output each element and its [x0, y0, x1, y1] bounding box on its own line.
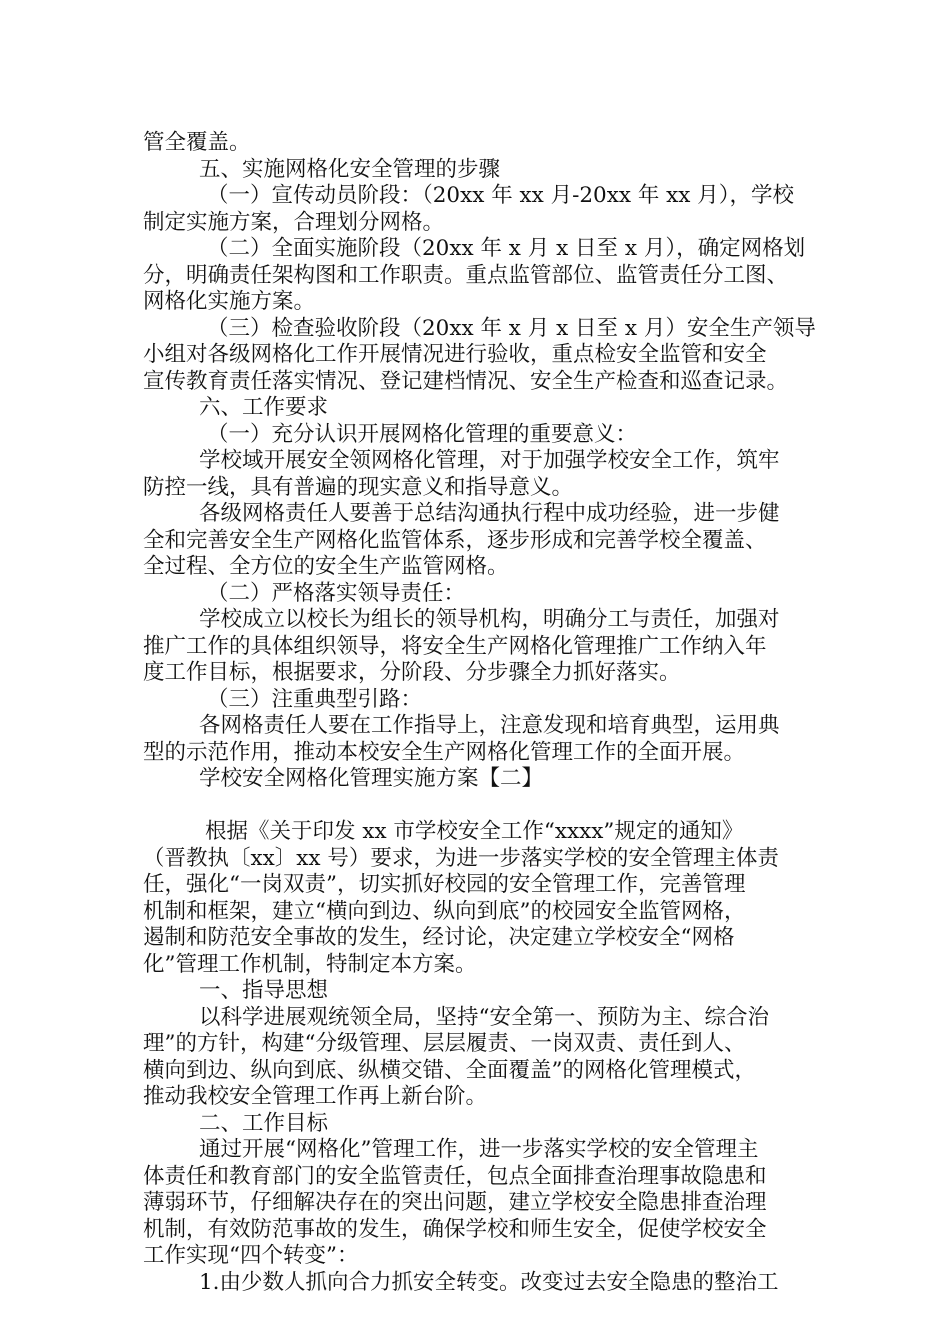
- paragraph-line: 机制和框架，建立“横向到边、纵向到底”的校园安全监管网格，: [143, 898, 746, 924]
- paragraph-line: 学校成立以校长为组长的领导机构，明确分工与责任，加强对: [199, 607, 780, 632]
- paragraph-line: 机制，有效防范事故的发生，确保学校和师生安全，促使学校安全: [143, 1216, 767, 1242]
- paragraph-line: 度工作目标，根据要求，分阶段、分步骤全力抓好落实。: [143, 660, 681, 685]
- paragraph-line: 遏制和防范安全事故的发生，经讨论，决定建立学校安全“网格: [143, 925, 735, 950]
- paragraph-line: （三）检查验收阶段（20xx 年 x 月 x 日至 x 月）安全生产领导: [207, 315, 816, 341]
- paragraph-line: 理”的方针，构建“分级管理、层层履责、一岗双责、责任到人、: [143, 1031, 746, 1056]
- paragraph-line: 全和完善安全生产网格化监管体系，逐步形成和完善学校全覆盖、: [143, 527, 767, 553]
- subsection-heading: （二）严格落实领导责任：: [207, 580, 466, 606]
- paragraph-line: 宣传教育责任落实情况、登记建档情况、安全生产检查和巡查记录。: [143, 368, 789, 394]
- paragraph-line: 以科学进展观统领全局，坚持“安全第一、预防为主、综合治: [199, 1004, 769, 1030]
- document-body: [143, 130, 815, 1296]
- paragraph-line: 全过程、全方位的安全生产监管网格。: [143, 554, 509, 579]
- paragraph-line: 任，强化“一岗双责”，切实抓好校园的安全管理工作，完善管理: [143, 872, 746, 897]
- paragraph-line: 横向到边、纵向到底、纵横交错、全面覆盖”的网格化管理模式，: [143, 1057, 756, 1083]
- paragraph-line: 1.由少数人抓向合力抓安全转变。改变过去安全隐患的整治工: [199, 1269, 779, 1295]
- section-heading: 一、指导思想: [199, 978, 329, 1003]
- paragraph-line: 体责任和教育部门的安全监管责任，包点全面排查治理事故隐患和: [143, 1163, 767, 1189]
- paragraph-line: 分，明确责任架构图和工作职责。重点监管部位、监管责任分工图、: [143, 262, 789, 288]
- paragraph-line: 化”管理工作机制，特制定本方案。: [143, 951, 477, 977]
- section-heading: 六、工作要求: [199, 395, 329, 420]
- paragraph-line: 各级网格责任人要善于总结沟通执行程中成功经验，进一步健: [199, 501, 780, 526]
- blank-line: [143, 793, 815, 820]
- paragraph-line: 制定实施方案，合理划分网格。: [143, 209, 445, 235]
- subsection-heading: （三）注重典型引路：: [207, 686, 423, 712]
- paragraph-line: （一）宣传动员阶段：（20xx 年 xx 月-20xx 年 xx 月），学校: [207, 183, 794, 208]
- paragraph-line: 网格化实施方案。: [143, 289, 316, 314]
- paragraph-line: （晋教执〔xx〕xx 号）要求，为进一步落实学校的安全管理主体责: [143, 845, 779, 871]
- paragraph-line: （二）全面实施阶段（20xx 年 x 月 x 日至 x 月），确定网格划: [207, 236, 806, 261]
- paragraph-line: 各网格责任人要在工作指导上，注意发现和培育典型，运用典: [199, 713, 780, 738]
- paragraph-line: 通过开展“网格化”管理工作，进一步落实学校的安全管理主: [199, 1137, 759, 1162]
- document-subtitle: 学校安全网格化管理实施方案【二】: [199, 766, 544, 791]
- subsection-heading: （一）充分认识开展网格化管理的重要意义：: [207, 421, 638, 447]
- section-heading: 二、工作目标: [199, 1110, 329, 1136]
- paragraph-line: 型的示范作用，推动本校安全生产网格化管理工作的全面开展。: [143, 739, 746, 765]
- paragraph-line: 小组对各级网格化工作开展情况进行验收，重点检安全监管和安全: [143, 342, 767, 367]
- paragraph-line: 根据《关于印发 xx 市学校安全工作“xxxx”规定的通知》: [205, 819, 744, 844]
- paragraph-line: 防控一线，具有普遍的现实意义和指导意义。: [143, 474, 574, 500]
- paragraph-line: 管全覆盖。: [143, 130, 251, 155]
- paragraph-line: 推动我校安全管理工作再上新台阶。: [143, 1084, 488, 1109]
- paragraph-line: 推广工作的具体组织领导，将安全生产网格化管理推广工作纳入年: [143, 633, 767, 659]
- paragraph-line: 工作实现“四个转变”：: [143, 1243, 359, 1268]
- section-heading: 五、实施网格化安全管理的步骤: [199, 156, 501, 182]
- paragraph-line: 薄弱环节，仔细解决存在的突出问题，建立学校安全隐患排查治理: [143, 1190, 767, 1215]
- paragraph-line: 学校域开展安全领网格化管理，对于加强学校安全工作，筑牢: [199, 448, 780, 473]
